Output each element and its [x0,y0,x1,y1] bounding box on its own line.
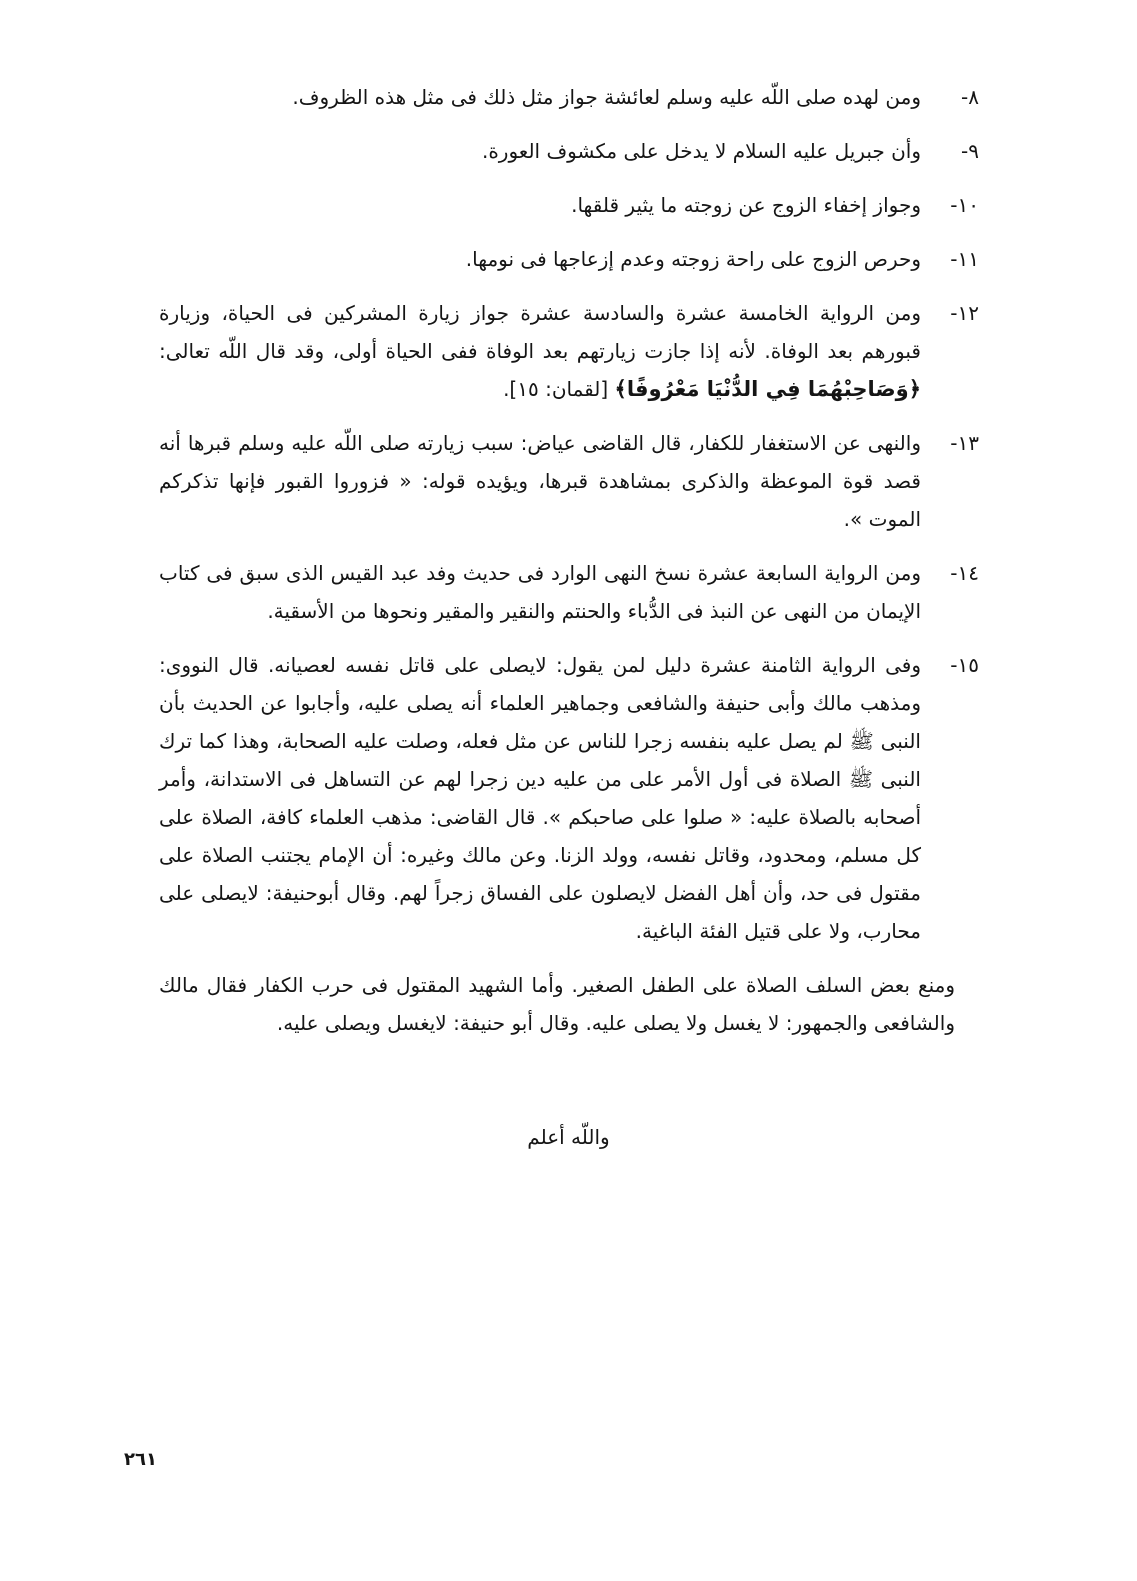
extra-paragraph: ومنع بعض السلف الصلاة على الطفل الصغير. وأما الشهيد المقتول فى حرب الكفار فقال مالك والشافعى والجمهور: لا يغسل ولا يصلى عليه. وقال أبو حنيفة: لايغسل ويصلى عليه. [159,973,955,1035]
item-number: ١٥- [950,653,979,677]
item-number: ١٤- [950,561,979,585]
item-text: ومن الرواية السابعة عشرة نسخ النهى الوارد فى حديث وفد عبد القيس الذى سبق فى كتاب الإيمان من النهى عن النبذ فى الدُّباء والحنتم والنقير والمقير ونحوها من الأسقية. [159,561,921,623]
closing-phrase: واللّه أعلم [527,1125,610,1149]
item-text-before-verse: ومن الرواية الخامسة عشرة والسادسة عشرة جواز زيارة المشركين فى الحياة، وزيارة قبورهم بعد الوفاة. لأنه إذا جازت زيارتهم بعد الوفاة ففى الحياة أولى، وقد قال اللّه تعالى: [159,301,921,363]
item-number: ١٢- [950,301,979,325]
list-item [159,294,979,408]
item-text: وجواز إخفاء الزوج عن زوجته ما يثير قلقها. [571,193,921,217]
verse-citation: [لقمان: ١٥]. [503,377,609,401]
item-text: ومن لهده صلى اللّه عليه وسلم لعائشة جواز مثل ذلك فى مثل هذه الظروف. [292,85,921,109]
list-item [159,78,979,116]
item-text: وفى الرواية الثامنة عشرة دليل لمن يقول: لايصلى على قاتل نفسه لعصيانه. قال النووى: ومذهب مالك وأبى حنيفة والشافعى وجماهير العلماء أنه يصلى عليه، وأجابوا عن الحديث بأن النبى ﷺ لم يصل عليه بنفسه زجرا للناس عن مثل فعله، وصلت عليه الصحابة، وهذا كما ترك النبى ﷺ الصلاة فى أول الأمر على من عليه دين زجرا لهم عن التساهل فى الاستدانة، وأمر أصحابه بالصلاة عليه: « صلوا على صاحبكم ». قال القاضى: مذهب العلماء كافة، الصلاة على كل مسلم، ومحدود، وقاتل نفسه، وولد الزنا. وعن مالك وغيره: أن الإمام يجتنب الصلاة على مقتول فى حد، وأن أهل الفضل لايصلون على الفساق زجراً لهم. وقال أبوحنيفة: لايصلى على محارب، ولا على قتيل الفئة الباغية. [159,653,921,943]
item-number: ١٣- [950,431,979,455]
commentary-body [159,78,979,1062]
item-number: ٩- [961,139,979,163]
list-item [159,132,979,170]
item-number: ١٠- [950,193,979,217]
item-number: ١١- [950,247,979,271]
item-number: ٨- [961,85,979,109]
item-text: وحرص الزوج على راحة زوجته وعدم إزعاجها فى نومها. [465,247,921,271]
page-number: ٢٦١ [124,1449,157,1470]
list-item [159,646,979,950]
list-item [159,186,979,224]
quran-verse: ﴿وَصَاحِبْهُمَا فِي الدُّنْيَا مَعْرُوفًا﴾ [614,377,921,401]
item-text: والنهى عن الاستغفار للكفار، قال القاضى عياض: سبب زيارته صلى اللّه عليه وسلم قبرها أنه قصد قوة الموعظة والذكرى بمشاهدة قبرها، ويؤيده قوله: « فزوروا القبور فإنها تذكركم الموت ». [159,431,921,531]
list-item [159,554,979,630]
list-item [159,240,979,278]
item-text: وأن جبريل عليه السلام لا يدخل على مكشوف العورة. [481,139,921,163]
item-text [159,294,921,408]
list-item [159,424,979,538]
